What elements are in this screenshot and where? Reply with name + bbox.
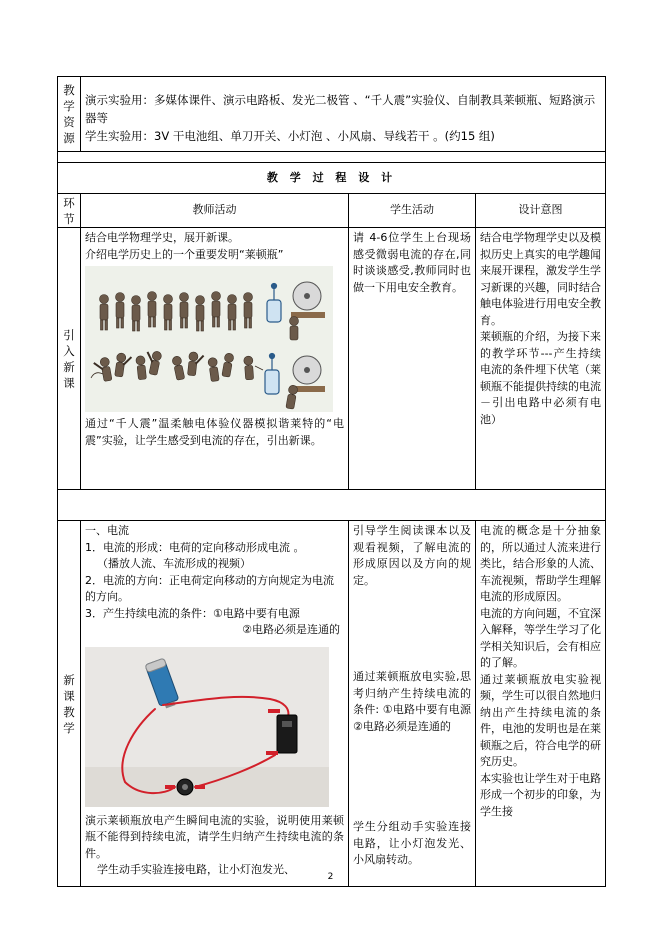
intro-student-text: 请 4-6位学生上台现场感受微弱电流的存在,同时谈谈感受,教师同时也做一下用电安全教育。 — [353, 231, 471, 294]
header-teacher: 教师活动 — [81, 194, 349, 228]
section-title: 教 学 过 程 设 计 — [58, 163, 606, 194]
resources-row — [58, 77, 606, 152]
title-row — [58, 163, 606, 194]
new-lesson-row — [58, 521, 606, 887]
student-experiment-text: 学生动手实验连接电路，让小灯泡发光、 — [97, 863, 295, 876]
student-activity-1: 引导学生阅读课本以及观看视频，了解电流的形成原因以及方向的规定。 — [353, 524, 471, 587]
intro-teacher-cell — [81, 228, 349, 490]
new-lesson-intent-4: 本实验也让学生对于电路形成一个初步的印象，为学生接 — [480, 771, 602, 818]
new-lesson-stage-label: 新 课 教 学 — [58, 521, 81, 887]
intro-teacher-line-1: 结合电学物理学史，展开新课。 — [85, 231, 239, 244]
intro-teacher-line-2: 介绍电学历史上的一个重要发明“莱顿瓶” — [85, 247, 284, 261]
new-lesson-teacher-cell — [81, 521, 349, 887]
new-lesson-intent-1: 电流的概念是十分抽象的，所以通过人流来进行类比，结合形象的人流、车流视频，帮助学生理解电流的形成原因。 — [480, 524, 602, 603]
new-lesson-intent-2: 电流的方向问题，不宜深入解释，等学生学习了化学相关知识后，会有相应的了解。 — [480, 606, 602, 669]
new-lesson-intent-3: 通过莱顿瓶放电实验视频，学生可以很自然地归纳出产生持续电流的条件，电池的发明也是在莱顿瓶之后，符合电学的研究历史。 — [480, 672, 602, 768]
resources-label: 教 学 资 源 — [58, 77, 81, 152]
resources-student-line: 学生实验用：3V 干电池组、单刀开关、小灯泡 、小风扇、导线若干 。(约15 组) — [85, 129, 495, 143]
header-stage: 环 节 — [58, 194, 81, 228]
new-lesson-student-cell — [349, 521, 476, 887]
thousand-person-shock-illustration — [85, 266, 333, 412]
current-video-note: （播放人流、车流形成的视频） — [97, 557, 251, 570]
intro-intent-2: 莱顿瓶的介绍，为接下来的教学环节---产生持续电流的条件埋下伏笔（莱顿瓶不能提供持续的电流－引出电路中必须有电池） — [480, 330, 602, 426]
spacer-row-2 — [58, 490, 606, 521]
leyden-demo-text: 演示莱顿瓶放电产生瞬间电流的实验，说明使用莱顿瓶不能得到持续电流，请学生归纳产生持续电流的条件。 — [85, 813, 344, 860]
header-student: 学生活动 — [349, 194, 476, 228]
new-lesson-intent-cell — [476, 521, 606, 887]
current-formation: 1．电流的形成：电荷的定向移动形成电流 。 — [85, 540, 305, 554]
circuit-photo — [85, 647, 329, 807]
intro-row — [58, 228, 606, 490]
header-row — [58, 194, 606, 228]
student-activity-2: 通过莱顿瓶放电实验,思考归纳产生持续电流的条件: ①电路中要有电源 ②电路必须是连通的 — [353, 670, 471, 733]
resources-demo-line: 演示实验用：多媒体课件、演示电路板、发光二极管 、“千人震”实验仪、自制教具莱顿瓶、短路演示器等 — [85, 93, 596, 125]
current-condition-1: 3．产生持续电流的条件：①电路中要有电源 — [85, 606, 300, 620]
current-direction: 2．电流的方向：正电荷定向移动的方向规定为电流的方向。 — [85, 573, 334, 603]
intro-stage-label: 引 入 新 课 — [58, 228, 81, 490]
resources-content — [81, 77, 606, 152]
student-activity-3: 学生分组动手实验连接电路，让小灯泡发光、小风扇转动。 — [353, 820, 471, 866]
lesson-plan-table — [57, 76, 606, 887]
intro-student-cell — [349, 228, 476, 490]
intro-intent-1: 结合电学物理学史以及模拟历史上真实的电学趣闻来展开课程，激发学生学习新课的兴趣，同时结合触电体验进行用电安全教育。 — [480, 231, 602, 327]
intro-teacher-bottom: 通过“千人震”温柔触电体验仪器模拟谐莱特的“电震”实验，让学生感受到电流的存在，引出新课。 — [85, 417, 344, 447]
header-intent: 设计意图 — [476, 194, 606, 228]
page-number: 2 — [327, 872, 334, 882]
intro-intent-cell — [476, 228, 606, 490]
current-condition-2: ②电路必须是连通的 — [242, 623, 340, 636]
spacer-row — [58, 152, 606, 163]
current-heading: 一、电流 — [85, 524, 129, 537]
